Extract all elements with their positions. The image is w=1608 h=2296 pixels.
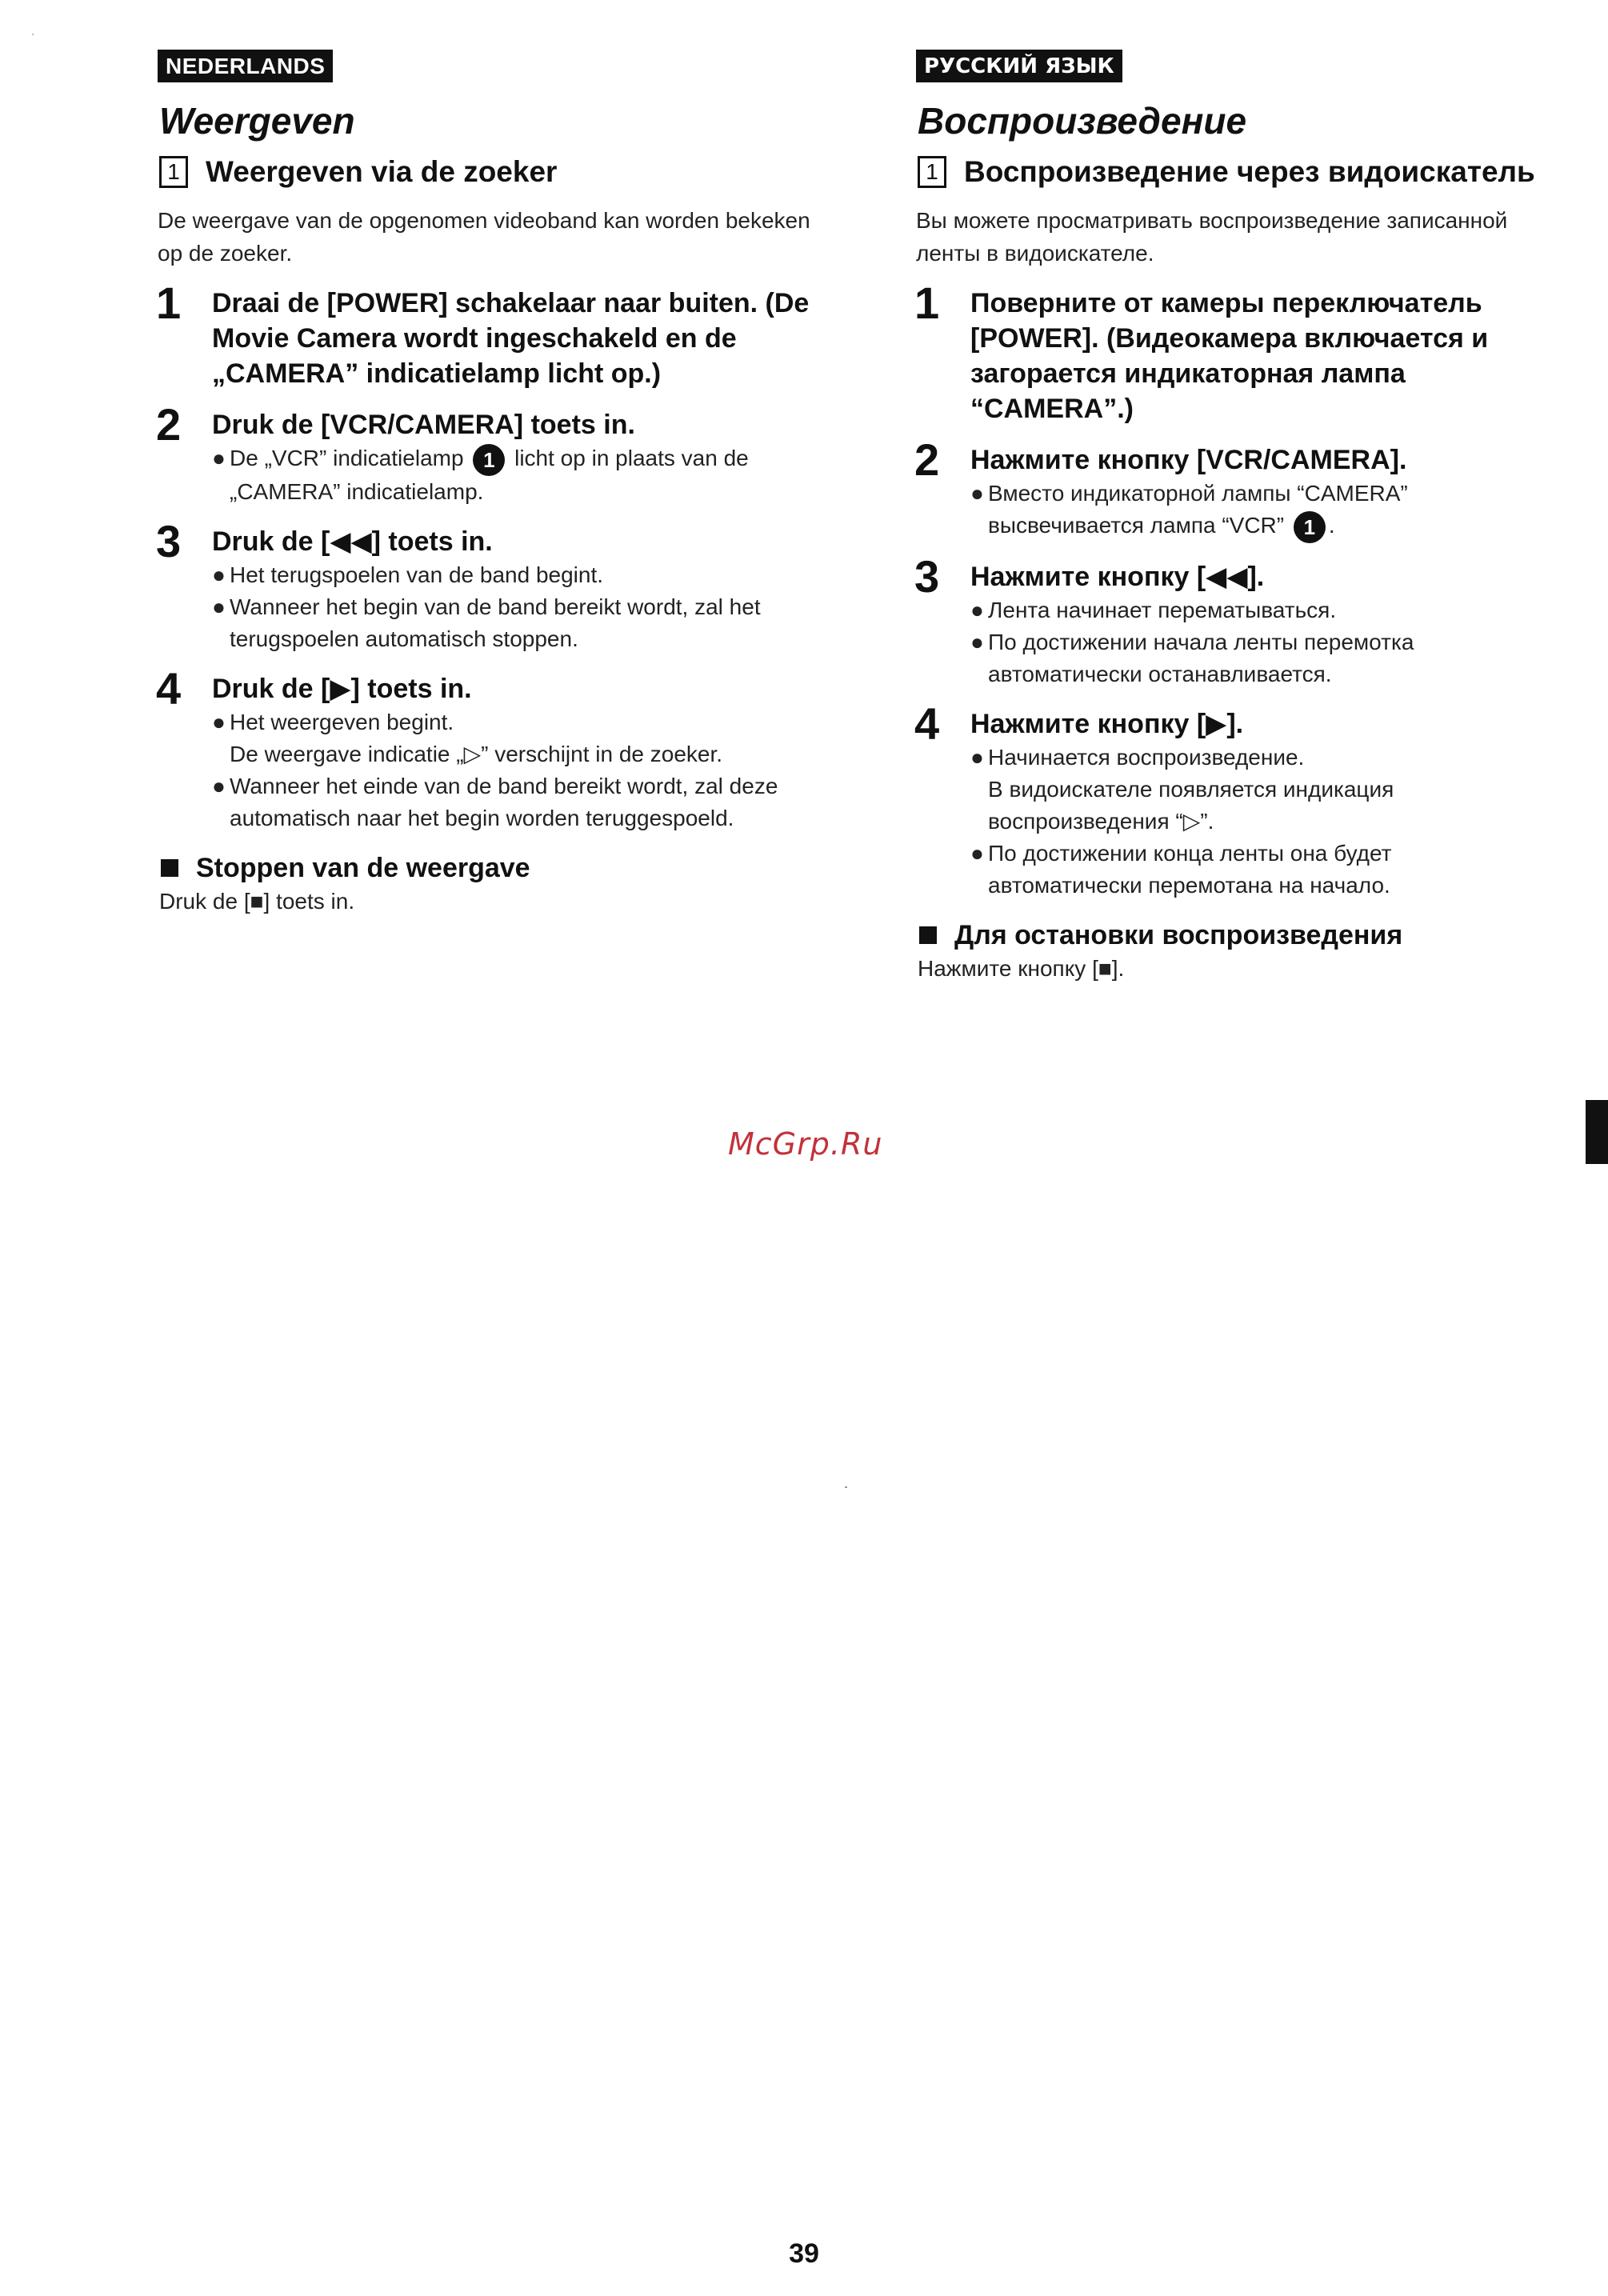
bullet-item: ● По достижении начала ленты перемотка автоматически останавливается. xyxy=(970,629,1414,686)
indicator-callout-icon: 1 xyxy=(1294,511,1326,543)
language-tag: NEDERLANDS xyxy=(158,50,333,82)
step-4 xyxy=(156,662,814,834)
step-number: 2 xyxy=(156,399,182,450)
section-number-box: 1 xyxy=(159,156,188,188)
step-2 xyxy=(156,399,814,508)
stop-heading xyxy=(916,918,1540,953)
step-1 xyxy=(914,278,1540,426)
section-heading xyxy=(916,153,1540,191)
step-title: Поверните от камеры переключатель [POWER]. (Видеокамера включается и загорается индикаторная лампа “CAMERA”.) xyxy=(970,288,1489,424)
step-title: Draai de [POWER] schakelaar naar buiten. (De Movie Camera wordt ingeschakeld en de „CAMERA” indicatielamp licht op.) xyxy=(212,288,810,389)
stop-text: Нажмите кнопку [■]. xyxy=(918,955,1125,981)
page-title: Воспроизведение xyxy=(918,100,1247,142)
page-title: Weergeven xyxy=(159,100,355,142)
section-heading xyxy=(158,153,814,191)
step-number: 4 xyxy=(914,698,940,749)
column-russian xyxy=(916,50,1540,985)
watermark[interactable]: McGrp.Ru xyxy=(728,1126,883,1162)
bullet-item: ● Вместо индикаторной лампы “CAMERA” высвечивается лампа “VCR” 1 . xyxy=(970,478,1540,543)
bullet-item: ● Het weergeven begint. xyxy=(212,709,454,734)
bullet-continuation: De weergave indicatie „▷” verschijnt in de zoeker. xyxy=(230,741,723,766)
bullet-item: ● Лента начинает перематываться. xyxy=(970,597,1337,622)
step-1 xyxy=(156,278,814,391)
language-tag: РУССКИЙ ЯЗЫК xyxy=(916,50,1122,82)
bullet-continuation: В видоискателе появляется индикация воспроизведения “▷”. xyxy=(988,776,1394,834)
stop-heading xyxy=(158,850,814,886)
step-number: 1 xyxy=(914,278,940,328)
step-number: 2 xyxy=(914,434,940,485)
step-2 xyxy=(914,434,1540,543)
step-3 xyxy=(156,515,814,655)
scan-speck xyxy=(845,1486,847,1488)
scan-speck xyxy=(32,34,34,35)
stop-text: Druk de [■] toets in. xyxy=(159,888,355,914)
step-number: 4 xyxy=(156,662,182,714)
step-title: Нажмите кнопку [▶]. xyxy=(970,708,1244,739)
bullet-item: ● По достижении конца ленты она будет автоматически перемотана на начало. xyxy=(970,840,1392,898)
step-title: Нажмите кнопку [VCR/CAMERA]. xyxy=(970,445,1407,475)
bullet-item: ● Wanneer het einde van de band bereikt wordt, zal deze automatisch naar het begin worden teruggespoeld. xyxy=(212,773,778,830)
step-title: Нажмите кнопку [◀◀]. xyxy=(970,561,1265,592)
edge-tab-marker xyxy=(1586,1100,1608,1164)
square-bullet-icon xyxy=(161,859,178,877)
intro-text: Вы можете просматривать воспроизведение записанной ленты в видоискателе. xyxy=(916,208,1508,266)
section-title: Weergeven via de zoeker xyxy=(206,155,558,188)
intro-text: De weergave van de opgenomen videoband kan worden bekeken op de zoeker. xyxy=(158,208,810,266)
stop-title: Stoppen van de weergave xyxy=(196,852,530,883)
bullet-item: ● Het terugspoelen van de band begint. xyxy=(212,562,604,587)
step-3 xyxy=(914,550,1540,690)
step-4 xyxy=(914,698,1540,902)
section-number-box: 1 xyxy=(918,156,946,188)
column-nederlands xyxy=(158,50,814,918)
bullet-item: ● Wanneer het begin van de band bereikt wordt, zal het terugspoelen automatisch stoppen. xyxy=(212,594,761,651)
step-title: Druk de [▶] toets in. xyxy=(212,673,472,704)
step-title: Druk de [◀◀] toets in. xyxy=(212,526,493,557)
indicator-callout-icon: 1 xyxy=(473,444,505,476)
stop-title: Для остановки воспроизведения xyxy=(954,919,1403,950)
step-number: 1 xyxy=(156,278,182,328)
page-number: 39 xyxy=(789,2238,819,2269)
bullet-item: ● Начинается воспроизведение. xyxy=(970,744,1305,770)
step-title: Druk de [VCR/CAMERA] toets in. xyxy=(212,410,635,440)
section-title: Воспроизведение через видоискатель xyxy=(964,155,1535,188)
square-bullet-icon xyxy=(919,926,937,944)
step-number: 3 xyxy=(156,515,182,566)
bullet-item: ● De „VCR” indicatielamp 1 licht op in plaats van de „CAMERA” indicatielamp. xyxy=(212,442,814,508)
step-number: 3 xyxy=(914,550,940,602)
